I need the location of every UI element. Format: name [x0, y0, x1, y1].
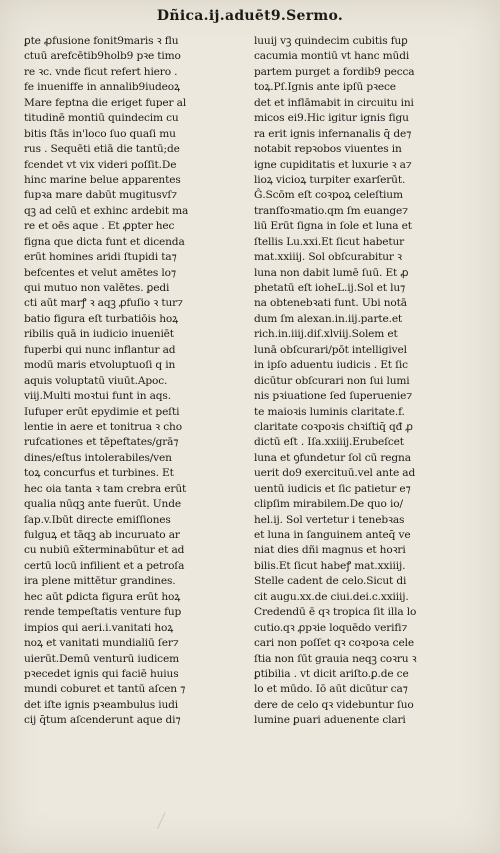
text-line: dictū eſt . Iſa.xxiiij.Erubeſcet — [254, 436, 404, 449]
text-line: rus . Sequēti etiā die tantū;de — [24, 143, 180, 156]
text-line: uerit do9 exercituū.vel ante ad — [254, 467, 416, 480]
text-line: titudinē montiū quindecim cu — [24, 112, 179, 125]
text-line: figna que dicta funt et dicenda — [24, 235, 185, 248]
text-line: ira plene mittētur grandines. — [24, 575, 176, 588]
text-line: cij q̄tum aſcenderunt aque di⁊ — [24, 714, 181, 727]
text-line: rich.in.iiij.diſ.xlviij.Solem et — [254, 328, 398, 341]
text-line: hinc marine belue apparentes — [24, 173, 181, 186]
text-line: noꝝ et vanitati mundialiū ſer⁊ — [24, 637, 179, 650]
text-line: nis pꝛiuatione ſed ſuperuenie⁊ — [254, 390, 413, 403]
text-line: toꝝ concurfus et turbines. Et — [24, 467, 174, 480]
text-line: Credendū ē qꝛ tropica ſit illa lo — [254, 606, 417, 619]
text-line: dere de celo qꝛ videbuntur ſuo — [254, 698, 414, 711]
text-line: aquis voluptatū viuūt.Apoc. — [24, 374, 168, 387]
text-line: hec aūt ꝑdicta figura erūt hoꝝ — [24, 590, 181, 603]
text-line: claritate coꝛpoꝛis chꝛiſtiq̄ qđ ꝓ — [254, 420, 413, 433]
text-line: batio figura eſt turbatiōis hoꝝ — [24, 312, 179, 325]
running-header: Dñica.ij.aduēt9.Sermo. — [156, 8, 344, 24]
text-line: fupꝛa mare dabūt mugitusvſ⁊ — [24, 189, 178, 202]
text-line: impios qui aeri.i.vanitati hoꝝ — [24, 621, 174, 634]
text-line: bitis ſtās in'loco ſuo quaſi mu — [24, 127, 176, 140]
text-line: certū locū infilient et a petroſa — [24, 559, 185, 572]
text-line: lentie in aere et tonitrua ꝛ cho — [24, 420, 182, 433]
text-line: lo et mūdo. Iō aūt dicūtur ca⁊ — [254, 683, 408, 696]
text-line: toꝝ.Pſ.Ignis ante ipſū pꝛece — [254, 81, 396, 94]
text-line: cti aūt marꝭ ꝛ aqꝫ ꝓfuſio ꝛ tur⁊ — [24, 297, 183, 310]
text-line: ribilis quā in iudicio inueniēt — [24, 328, 174, 341]
text-line: viij.Multi moꝛtui funt in aqs. — [24, 390, 171, 403]
text-line: dum ſm alexan.in.iij.parte.et — [254, 312, 403, 325]
text-line: lumine ꝑuari aduenente clari — [254, 714, 406, 727]
text-line: Iufuper erūt epydimie et peſti — [24, 405, 180, 418]
text-line: partem purget a fordib9 pecca — [254, 65, 415, 78]
text-line: cit augu.xx.de ciui.dei.c.xxiiij. — [254, 590, 409, 603]
text-line: fe inueniffe in annalib9iudeoꝝ — [24, 81, 180, 94]
text-line: dines/eſtus intolerabiles/ven — [24, 451, 172, 464]
text-line: clipſim mirabilem.De quo io/ — [254, 498, 403, 511]
text-line: liū Erūt ſigna in ſole et luna et — [254, 220, 412, 233]
text-line: pꝛecedet ignis qui faciē huius — [24, 667, 179, 680]
text-line: luna non dabit lumē ſuū. Et ꝓ — [254, 266, 409, 279]
text-line: ſtellis Lu.xxi.Et ſicut habetur — [254, 235, 405, 248]
ink-mark — [157, 812, 180, 835]
text-line: Stelle cadent de celo.Sicut di — [254, 575, 407, 588]
text-line: modū maris etvoluptuoſi q in — [24, 359, 176, 372]
text-line: ꝑte ꝓfusione fonit9maris ꝛ flu — [24, 35, 179, 47]
text-line: hel.ij. Sol vertetur i tenebꝛas — [254, 513, 405, 526]
text-line: te maioꝛis luminis claritate.f. — [254, 405, 405, 418]
text-line: det et inflāmabit in circuitu ini — [254, 96, 414, 109]
text-line: cutio.qꝛ ꝓpꝛie loquēdo verifi⁊ — [254, 621, 408, 634]
text-line: na obtenebꝛati funt. Ubi notā — [254, 297, 407, 310]
text-line: fcendet vt vix videri poſſit.De — [24, 158, 177, 171]
text-line: mat.xxiiij. Sol obſcurabitur ꝛ — [254, 251, 402, 264]
text-line: ſtia non ſūt grauia neqꝫ coꝛru ꝛ — [254, 652, 417, 665]
text-line: et luna in ſanguinem anteq̄ ve — [254, 529, 411, 541]
text-line: erūt homines aridi ſtupidi ta⁊ — [24, 251, 177, 264]
text-line: phetatū eſt ioheL.ij.Sol et lu⁊ — [254, 282, 406, 294]
right-text-column — [254, 34, 482, 729]
text-line: igne cupiditatis et luxurie ꝛ a⁊ — [254, 158, 412, 171]
text-line: uierūt.Demū venturū iudicem — [24, 652, 179, 665]
text-line: lunā obſcurari/pōt intelligivel — [254, 343, 407, 356]
text-line: in ipſo aduentu iudicis . Et ſic — [254, 359, 408, 372]
text-line: qui mutuo non valētes. ꝑedi — [24, 282, 170, 294]
text-line: uentū iudicis et ſic patietur e⁊ — [254, 482, 411, 495]
text-line: re et oēs aque . Et ꝓpter hec — [24, 220, 175, 233]
text-line: rufcationes et tēpeftates/grā⁊ — [24, 436, 179, 449]
left-text-column — [24, 34, 252, 729]
text-line: dicūtur obſcurari non ſui lumi — [254, 374, 410, 387]
text-line: notabit repꝛobos viuentes in — [254, 143, 402, 156]
text-line: ſap.v.Ibūt directe emiſſiones — [24, 513, 171, 526]
text-line: qualia nūqꝫ ante fuerūt. Unde — [24, 498, 181, 511]
text-line: cari non poſſet qꝛ coꝛpoꝛa cele — [254, 637, 414, 650]
text-line: cu nubiū ex̄terminabūtur et ad — [24, 544, 185, 557]
text-line: det iſte ignis pꝛeambulus iudi — [24, 698, 178, 711]
text-line: luna et ꝯfundetur ſol cū regna — [254, 451, 411, 464]
text-line: lioꝝ vicioꝝ turpiter exarſerūt. — [254, 173, 406, 186]
text-line: re ꝛc. vnde ficut refert hiero . — [24, 65, 178, 78]
text-line: rende tempeſtatis venture fup — [24, 606, 182, 619]
text-line: fuperbi qui nunc inflantur ad — [24, 343, 176, 356]
text-line: befcentes et velut amētes lo⁊ — [24, 266, 176, 279]
text-line: niat dies dñi magnus et hoꝛri — [254, 544, 406, 557]
text-line: bilis.Et ſicut habeꝭ mat.xxiiij. — [254, 559, 406, 572]
text-line: ctuū arefcētib9holb9 pꝛe timo — [24, 50, 181, 63]
text-line: fulguꝝ et tāqꝫ ab incuruato ar — [24, 529, 180, 541]
text-line: hec oia tanta ꝛ tam crebra erūt — [24, 482, 187, 495]
text-line: qꝫ ad celū et exhinc ardebit ma — [24, 204, 189, 217]
text-line: luuij vꝫ quindecim cubitis fuꝑ — [254, 35, 408, 47]
text-line: micos ei9.Hic igitur ignis figu — [254, 112, 409, 125]
text-line: ra erit ignis infernanalis q̄ de⁊ — [254, 127, 412, 140]
text-line: ꝑtibilia . vt dicit ariſto.ꝑ.de ce — [254, 667, 409, 680]
text-line: cacumia montiū vt hanc mūdi — [254, 50, 410, 63]
text-line: tranſfoꝛmatio.qm ſm euange⁊ — [254, 204, 409, 217]
text-line: mundi coburet et tantū aſcen ⁊ — [24, 683, 186, 696]
text-line: Mare feptna die eriget fuper al — [24, 96, 187, 109]
text-line: Ĝ.Scōm eſt coꝛpoꝝ celeſtium — [254, 189, 403, 202]
